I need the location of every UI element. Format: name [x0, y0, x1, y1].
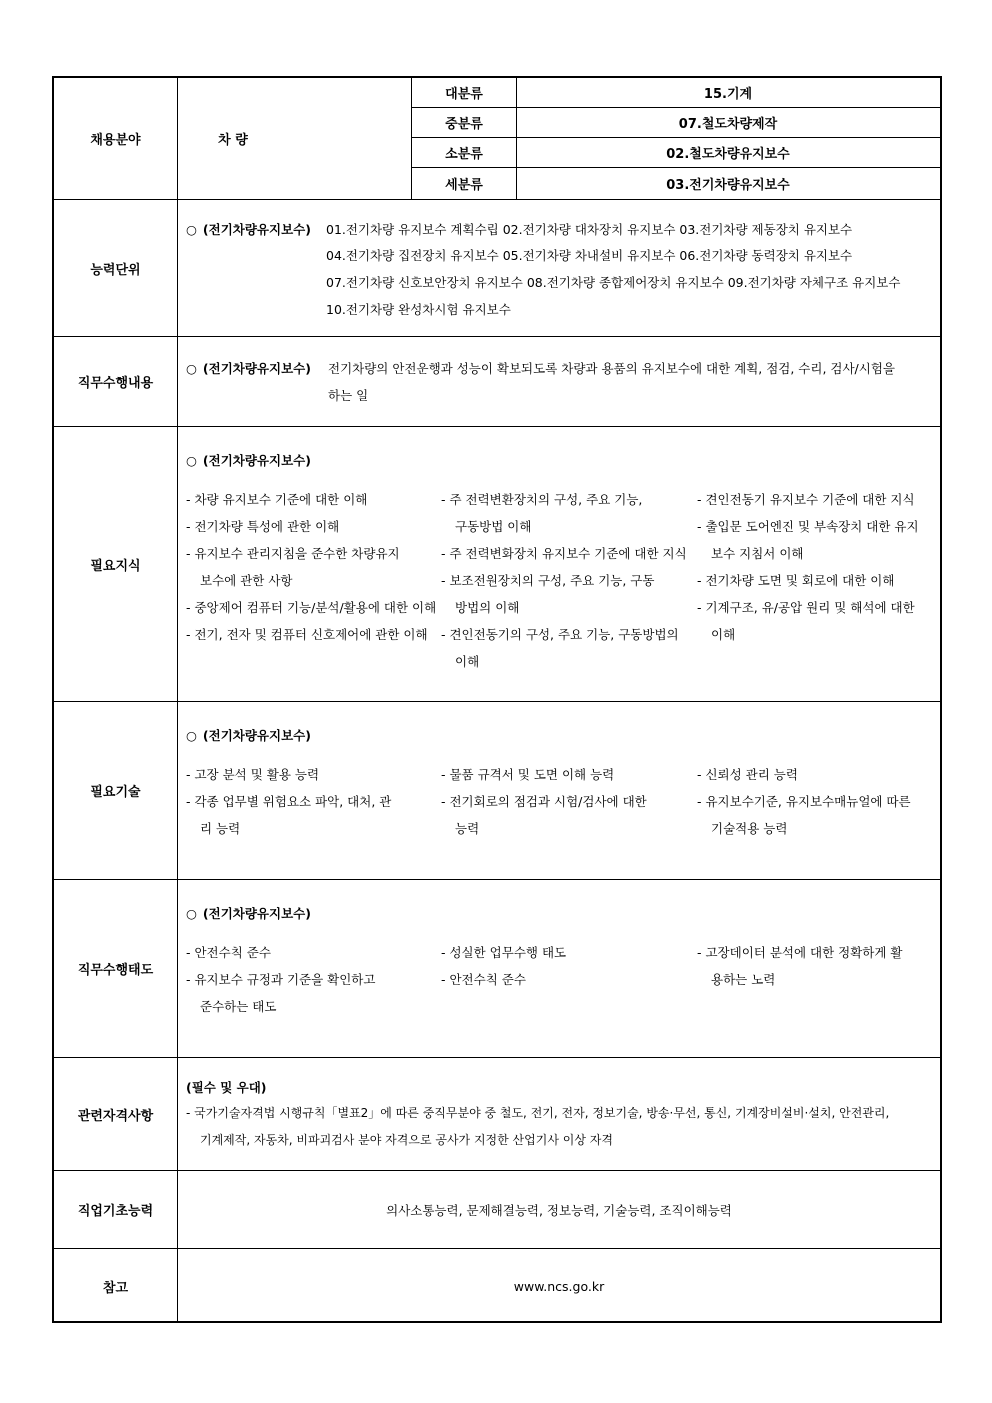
competency-label: 능력단위 [54, 200, 178, 336]
skills-col-1: - 고장 분석 및 활용 능력 - 각종 업무별 위험요소 파악, 대처, 관 리 능력 [186, 767, 392, 836]
knowledge-label: 필요지식 [54, 427, 178, 701]
minor-category-value: 02.철도차량유지보수 [666, 147, 790, 162]
skills-col-3: - 신뢰성 관리 능력 - 유지보수기준, 유지보수매뉴얼에 따른 기술적용 능력 [697, 767, 911, 836]
field-name: 차 량 [218, 133, 248, 148]
circle-icon: ○ [186, 361, 197, 376]
minor-category-key: 소분류 [411, 138, 517, 167]
skills-label: 필요기술 [54, 702, 178, 879]
skills-col-2: - 물품 규격서 및 도면 이해 능력 - 전기회로의 점검과 시험/검사에 대한 능력 [441, 767, 647, 836]
circle-icon: ○ [186, 222, 197, 237]
attitude-col-1: - 안전수칙 준수 - 유지보수 규정과 기준을 확인하고 준수하는 태도 [186, 945, 376, 1014]
knowledge-col-3: - 견인전동기 유지보수 기준에 대한 지식 - 출입문 도어엔진 및 부속장치 대한 유지 보수 지침서 이해 - 전기차량 도면 및 회로에 대한 이해 - 기계구조, 유/공압 원리 및 해석에 대한 이해 [697, 492, 919, 642]
attitude-col-2: - 성실한 업무수행 태도 - 안전수칙 준수 [441, 945, 567, 987]
middle-category-key: 중분류 [411, 108, 517, 137]
qualification-heading: (필수 및 우대) [186, 1080, 267, 1095]
competency-line: 01.전기차량 유지보수 계획수립 02.전기차량 대차장치 유지보수 03.전기차량 제동장치 유지보수 [326, 222, 853, 237]
duty-line: 하는 일 [328, 388, 369, 403]
skills-heading: ○ (전기차량유지보수) [186, 728, 311, 743]
reference-link[interactable]: www.ncs.go.kr [513, 1278, 605, 1294]
reference-row [54, 1248, 940, 1323]
skills-row [54, 701, 940, 879]
qualification-label: 관련자격사항 [54, 1058, 178, 1170]
classification-row [54, 78, 940, 199]
basic-abilities-label: 직업기초능력 [54, 1171, 178, 1248]
knowledge-col-2: - 주 전력변환장치의 구성, 주요 기능, 구동방법 이해 - 주 전력변화장치 유지보수 기준에 대한 지식 - 보조전원장치의 구성, 주요 기능, 구동 방법의 이해 - 견인전동기의 구성, 주요 기능, 구동방법의 이해 [441, 492, 687, 669]
detail-category-row [411, 168, 940, 199]
competency-line: 04.전기차량 집전장치 유지보수 05.전기차량 차내설비 유지보수 06.전기차량 동력장치 유지보수 [326, 248, 853, 263]
detail-category-value: 03.전기차량유지보수 [666, 178, 790, 193]
middle-category-row [411, 108, 940, 138]
circle-icon: ○ [186, 728, 197, 743]
duty-row [54, 336, 940, 426]
major-category-row [411, 78, 940, 108]
detail-category-key: 세분류 [411, 168, 517, 199]
qualification-line: - 국가기술자격법 시행규칙「별표2」에 따른 중직무분야 중 철도, 전기, 전자, 정보기술, 방송·무선, 통신, 기계장비설비·설치, 안전관리, [186, 1106, 890, 1120]
circle-icon: ○ [186, 906, 197, 921]
reference-label: 참고 [54, 1249, 178, 1323]
basic-abilities-value: 의사소통능력, 문제해결능력, 정보능력, 기술능력, 조직이해능력 [386, 1202, 732, 1218]
competency-heading: ○ (전기차량유지보수) [186, 222, 311, 237]
competency-line: 10.전기차량 완성차시험 유지보수 [326, 302, 511, 317]
middle-category-value: 07.철도차량제작 [678, 117, 778, 132]
attitude-heading: ○ (전기차량유지보수) [186, 906, 311, 921]
knowledge-row [54, 426, 940, 701]
duty-heading: ○ (전기차량유지보수) [186, 361, 311, 376]
knowledge-col-1: - 차량 유지보수 기준에 대한 이해 - 전기차량 특성에 관한 이해 - 유지보수 관리지침을 준수한 차량유지 보수에 관한 사항 - 중앙제어 컴퓨터 기능/분석/활용에 대한 이해 - 전기, 전자 및 컴퓨터 신호제어에 관한 이해 [186, 492, 437, 642]
basic-abilities-row [54, 1170, 940, 1248]
competency-line: 07.전기차량 신호보안장치 유지보수 08.전기차량 종합제어장치 유지보수 09.전기차량 자체구조 유지보수 [326, 275, 901, 290]
major-category-value: 15.기계 [703, 87, 753, 102]
minor-category-row [411, 138, 940, 168]
knowledge-heading: ○ (전기차량유지보수) [186, 453, 311, 468]
duty-label: 직무수행내용 [54, 337, 178, 426]
circle-icon: ○ [186, 453, 197, 468]
qualification-line: 기계제작, 자동차, 비파괴검사 분야 자격으로 공사가 지정한 산업기사 이상 자격 [200, 1133, 613, 1147]
attitude-label: 직무수행태도 [54, 880, 178, 1057]
attitude-col-3: - 고장데이터 분석에 대한 정확하게 활 용하는 노력 [697, 945, 903, 987]
qualification-row [54, 1057, 940, 1170]
attitude-row [54, 879, 940, 1057]
classification-label: 채용분야 [54, 78, 178, 199]
competency-row [54, 199, 940, 336]
major-category-key: 대분류 [411, 78, 517, 107]
job-description-table [52, 76, 942, 1323]
duty-line: 전기차량의 안전운행과 성능이 확보되도록 차량과 용품의 유지보수에 대한 계획, 점검, 수리, 검사/시험을 [328, 361, 895, 376]
